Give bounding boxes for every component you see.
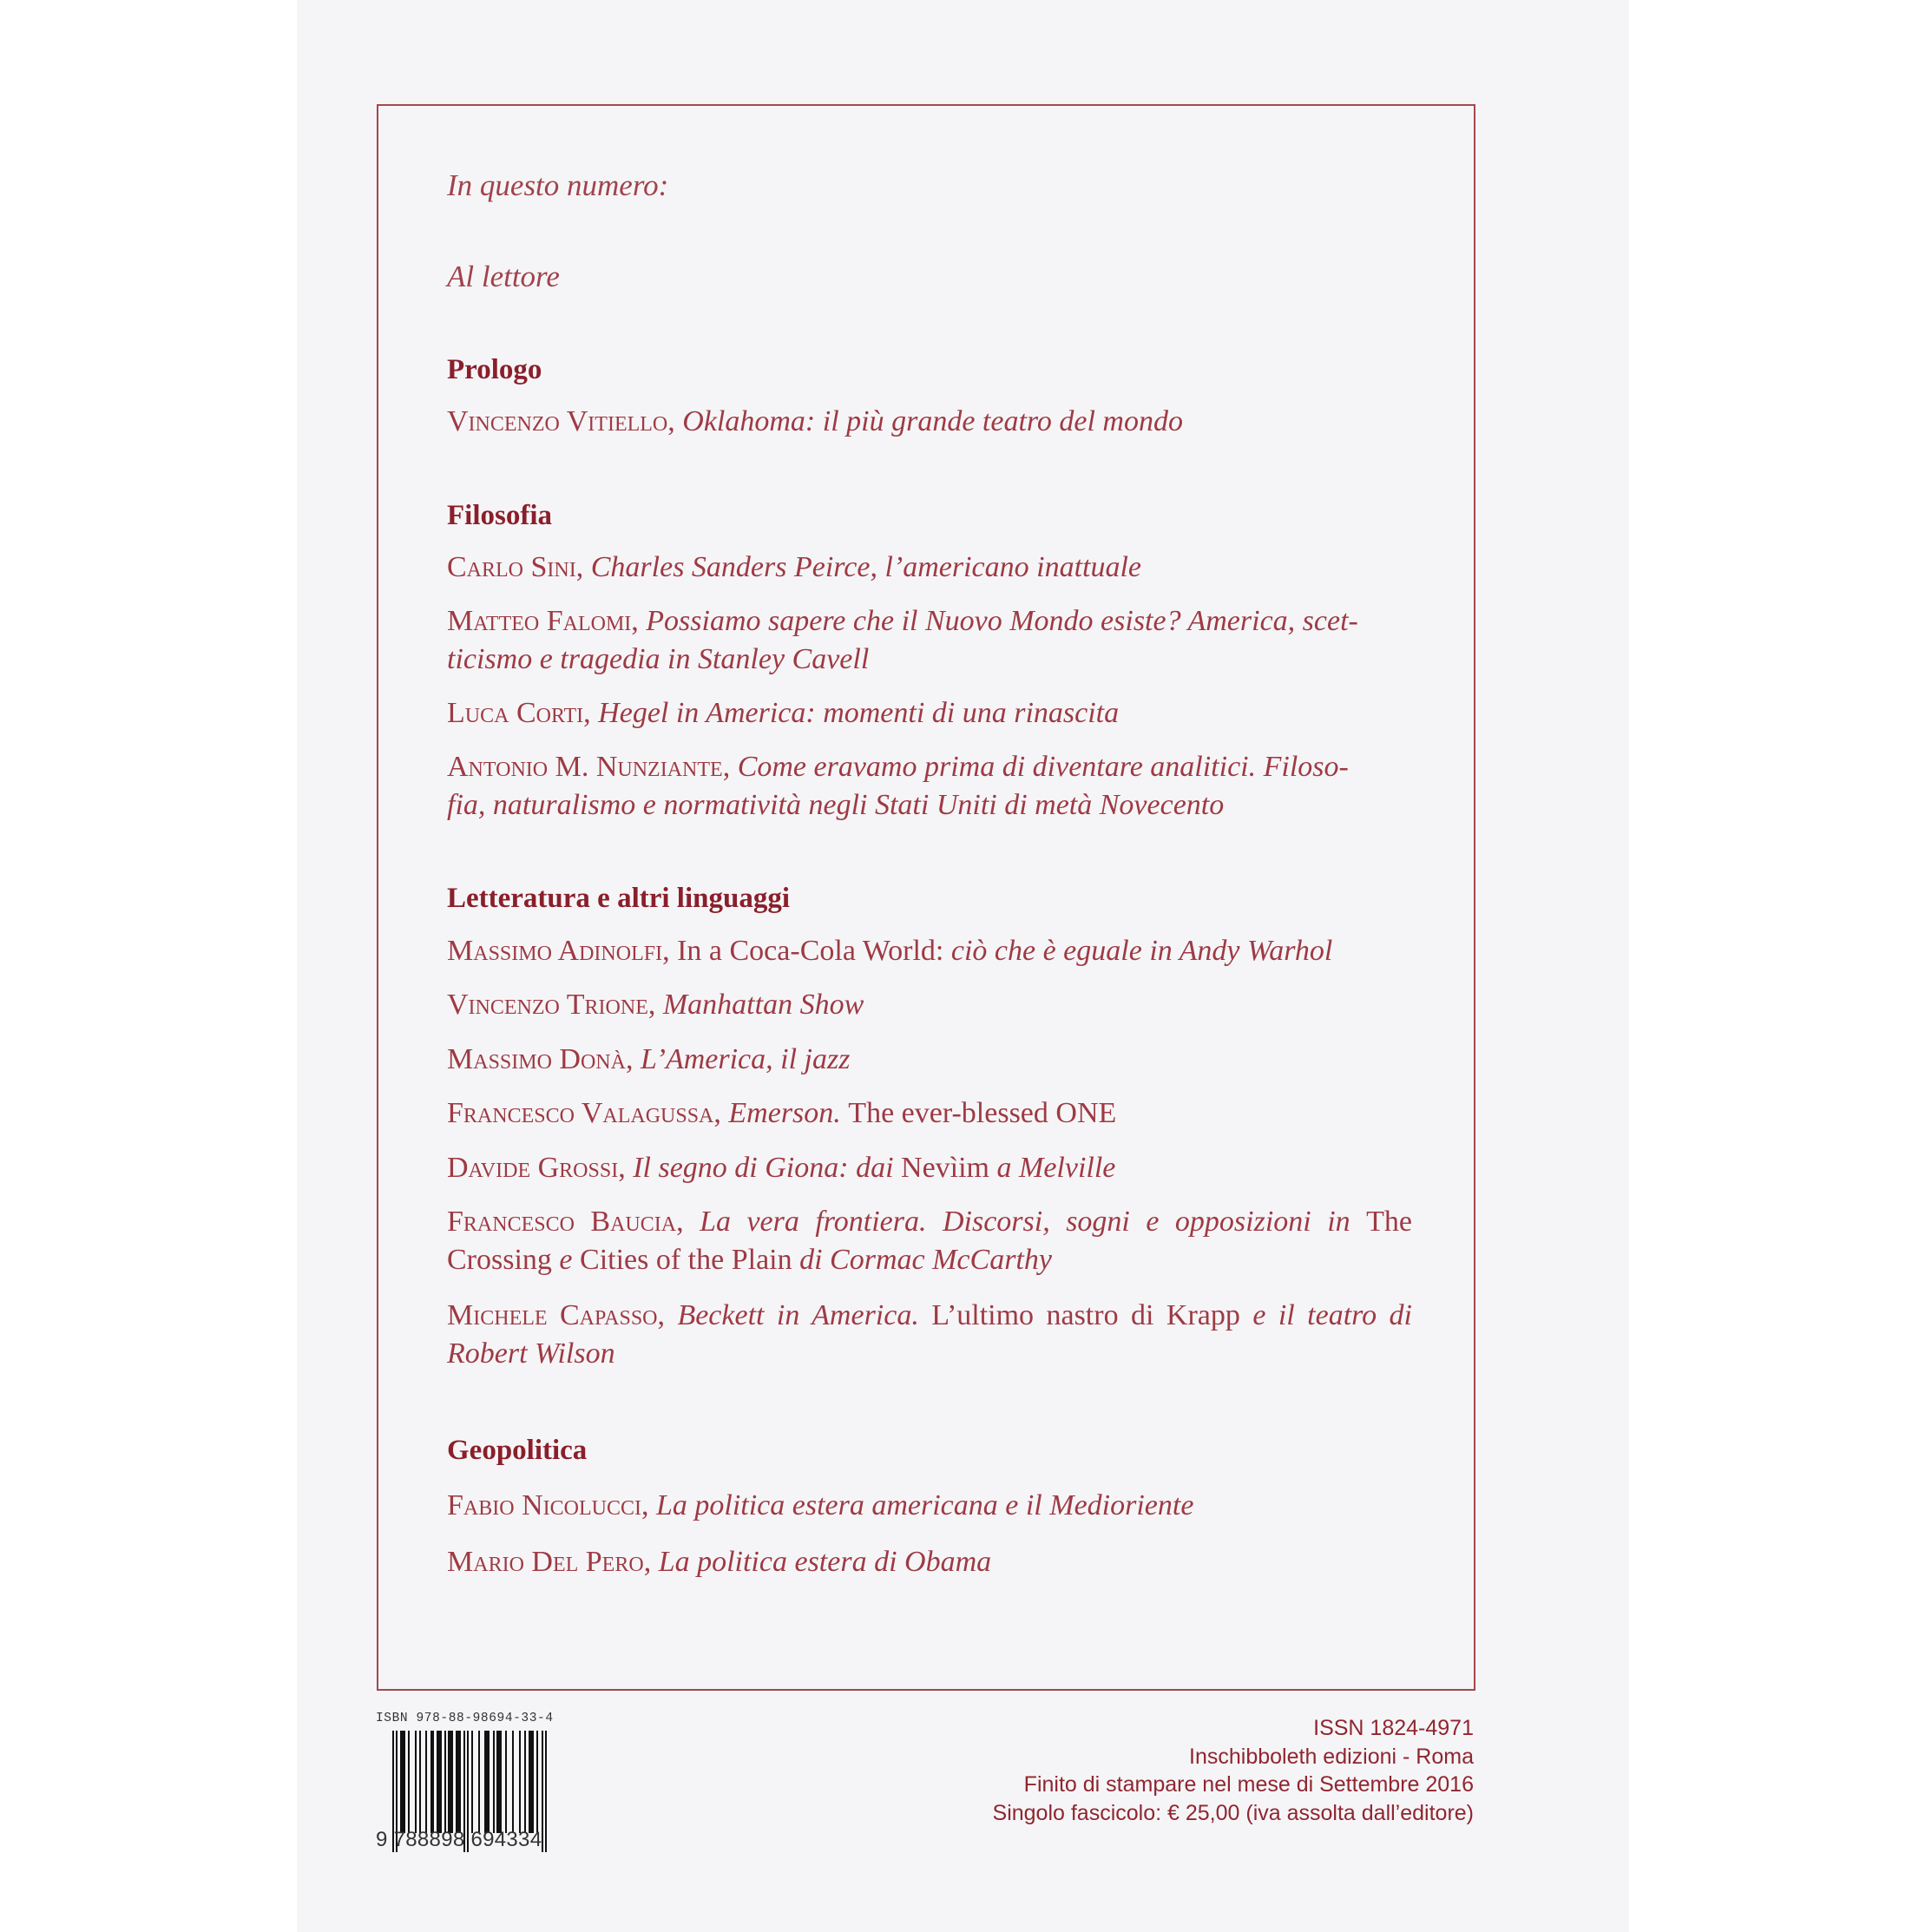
toc-entry: Davide Grossi, Il segno di Giona: dai Nevìim a Melville (447, 1152, 1116, 1184)
toc-entry: Antonio M. Nunziante, Come eravamo prima di diventare analitici. Filoso- (447, 751, 1349, 783)
entry-author: Carlo Sini (447, 551, 576, 583)
entry-title: Oklahoma: il più grande teatro del mondo (682, 405, 1183, 437)
entry-title-italic: e (559, 1244, 581, 1276)
entry-author: Matteo Falomi (447, 605, 632, 637)
entry-author: Luca Corti (447, 697, 584, 729)
section-heading-letteratura: Letteratura e altri linguaggi (447, 883, 791, 914)
entry-title-italic: Il segno di Giona: dai (633, 1152, 902, 1184)
entry-title-roman: In a Coca-Cola World: (677, 935, 951, 967)
entry-title-italic: a Melville (996, 1152, 1116, 1184)
toc-entry: Massimo Donà, L’America, il jazz (447, 1043, 851, 1075)
colophon-publisher: Inschibboleth edizioni - Roma (1189, 1744, 1474, 1769)
toc-entry-continuation (447, 641, 1412, 679)
entry-title: La politica estera di Obama (658, 1546, 992, 1578)
entry-title-italic: La vera frontiera. Discorsi, sogni e opposizioni in (700, 1206, 1367, 1238)
colophon-issn: ISSN 1824-4971 (1313, 1716, 1474, 1740)
entry-title-line-2: ticismo e tragedia in Stanley Cavell (447, 643, 870, 675)
entry-title-roman: The ever-blessed ONE (848, 1097, 1117, 1129)
entry-title: Hegel in America: momenti di una rinascita (598, 697, 1120, 729)
entry-title-line-1: Come eravamo prima di diventare analitici. Filoso- (737, 751, 1349, 783)
section-heading-prologo: Prologo (447, 354, 542, 385)
entry-title-roman: L’ultimo nastro di Krapp (931, 1299, 1253, 1331)
entry-author: Massimo Donà (447, 1043, 626, 1075)
toc-entry: Massimo Adinolfi, In a Coca-Cola World: ciò che è eguale in Andy Warhol (447, 935, 1333, 967)
entry-title: La politica estera americana e il Medioriente (655, 1489, 1194, 1521)
toc-entry: Luca Corti, Hegel in America: momenti di una rinascita (447, 697, 1120, 729)
entry-title-italic: di Cormac McCarthy (799, 1244, 1052, 1276)
barcode-digits: 9 788898 694334 (376, 1828, 542, 1851)
entry-title-roman: Nevìim (901, 1152, 997, 1184)
entry-title-line-2: fia, naturalismo e normatività negli Stati Uniti di metà Novecento (447, 789, 1225, 821)
isbn-label: ISBN 978-88-98694-33-4 (376, 1712, 554, 1725)
toc-entry: Matteo Falomi, Possiamo sapere che il Nuovo Mondo esiste? America, scet- (447, 605, 1358, 637)
entry-author: Mario Del Pero (447, 1546, 644, 1578)
entry-author: Francesco Valagussa (447, 1097, 714, 1129)
section-heading-filosofia: Filosofia (447, 500, 552, 531)
entry-title-italic: e il teatro di Robert Wilson (447, 1299, 1413, 1370)
toc-entry: Francesco Baucia, La vera frontiera. Discorsi, sogni e opposizioni in The Crossing e Cities of the Plain di Cormac McCarthy (447, 1206, 1412, 1276)
toc-entry: Michele Capasso, Beckett in America. L’ultimo nastro di Krapp e il teatro di Robert Wilson (447, 1299, 1413, 1370)
entry-author: Davide Grossi (447, 1152, 619, 1184)
entry-author: Michele Capasso (447, 1299, 658, 1331)
entry-author: Vincenzo Trione (447, 989, 648, 1021)
entry-author: Antonio M. Nunziante (447, 751, 723, 783)
entry-title-line-1: Possiamo sapere che il Nuovo Mondo esiste? America, scet- (646, 605, 1358, 637)
toc-entry: Carlo Sini, Charles Sanders Peirce, l’americano inattuale (447, 551, 1141, 583)
colophon (993, 1714, 1474, 1827)
entry-title-italic: Beckett in America. (677, 1299, 932, 1331)
entry-author: Vincenzo Vitiello (447, 405, 668, 437)
entry-title: Manhattan Show (662, 989, 864, 1021)
entry-author: Fabio Nicolucci (447, 1489, 641, 1521)
entry-author: Massimo Adinolfi (447, 935, 663, 967)
toc-entry: Fabio Nicolucci, La politica estera americana e il Medioriente (447, 1489, 1194, 1521)
toc-entry: Francesco Valagussa, Emerson. The ever-blessed ONE (447, 1097, 1117, 1129)
colophon-printed: Finito di stampare nel mese di Settembre 2016 (1023, 1772, 1474, 1797)
entry-title-roman: The Crossing (447, 1206, 1412, 1276)
entry-author: Francesco Baucia (447, 1206, 677, 1238)
toc-entry: Vincenzo Vitiello, Oklahoma: il più grande teatro del mondo (447, 405, 1183, 437)
entry-title-italic: Emerson. (728, 1097, 849, 1129)
entry-title-roman: Cities of the Plain (580, 1244, 800, 1276)
toc-entry: Mario Del Pero, La politica estera di Obama (447, 1546, 992, 1578)
toc-al-lettore: Al lettore (447, 260, 560, 293)
toc-entry-continuation (447, 786, 1412, 825)
toc-entry: Vincenzo Trione, Manhattan Show (447, 989, 864, 1021)
entry-title: L’America, il jazz (640, 1043, 851, 1075)
entry-title: Charles Sanders Peirce, l’americano inattuale (590, 551, 1141, 583)
entry-title-italic: ciò che è eguale in Andy Warhol (950, 935, 1333, 967)
colophon-price: Singolo fascicolo: € 25,00 (iva assolta dall’editore) (992, 1800, 1474, 1825)
toc-intro: In questo numero: (447, 168, 669, 202)
section-heading-geopolitica: Geopolitica (447, 1435, 588, 1466)
